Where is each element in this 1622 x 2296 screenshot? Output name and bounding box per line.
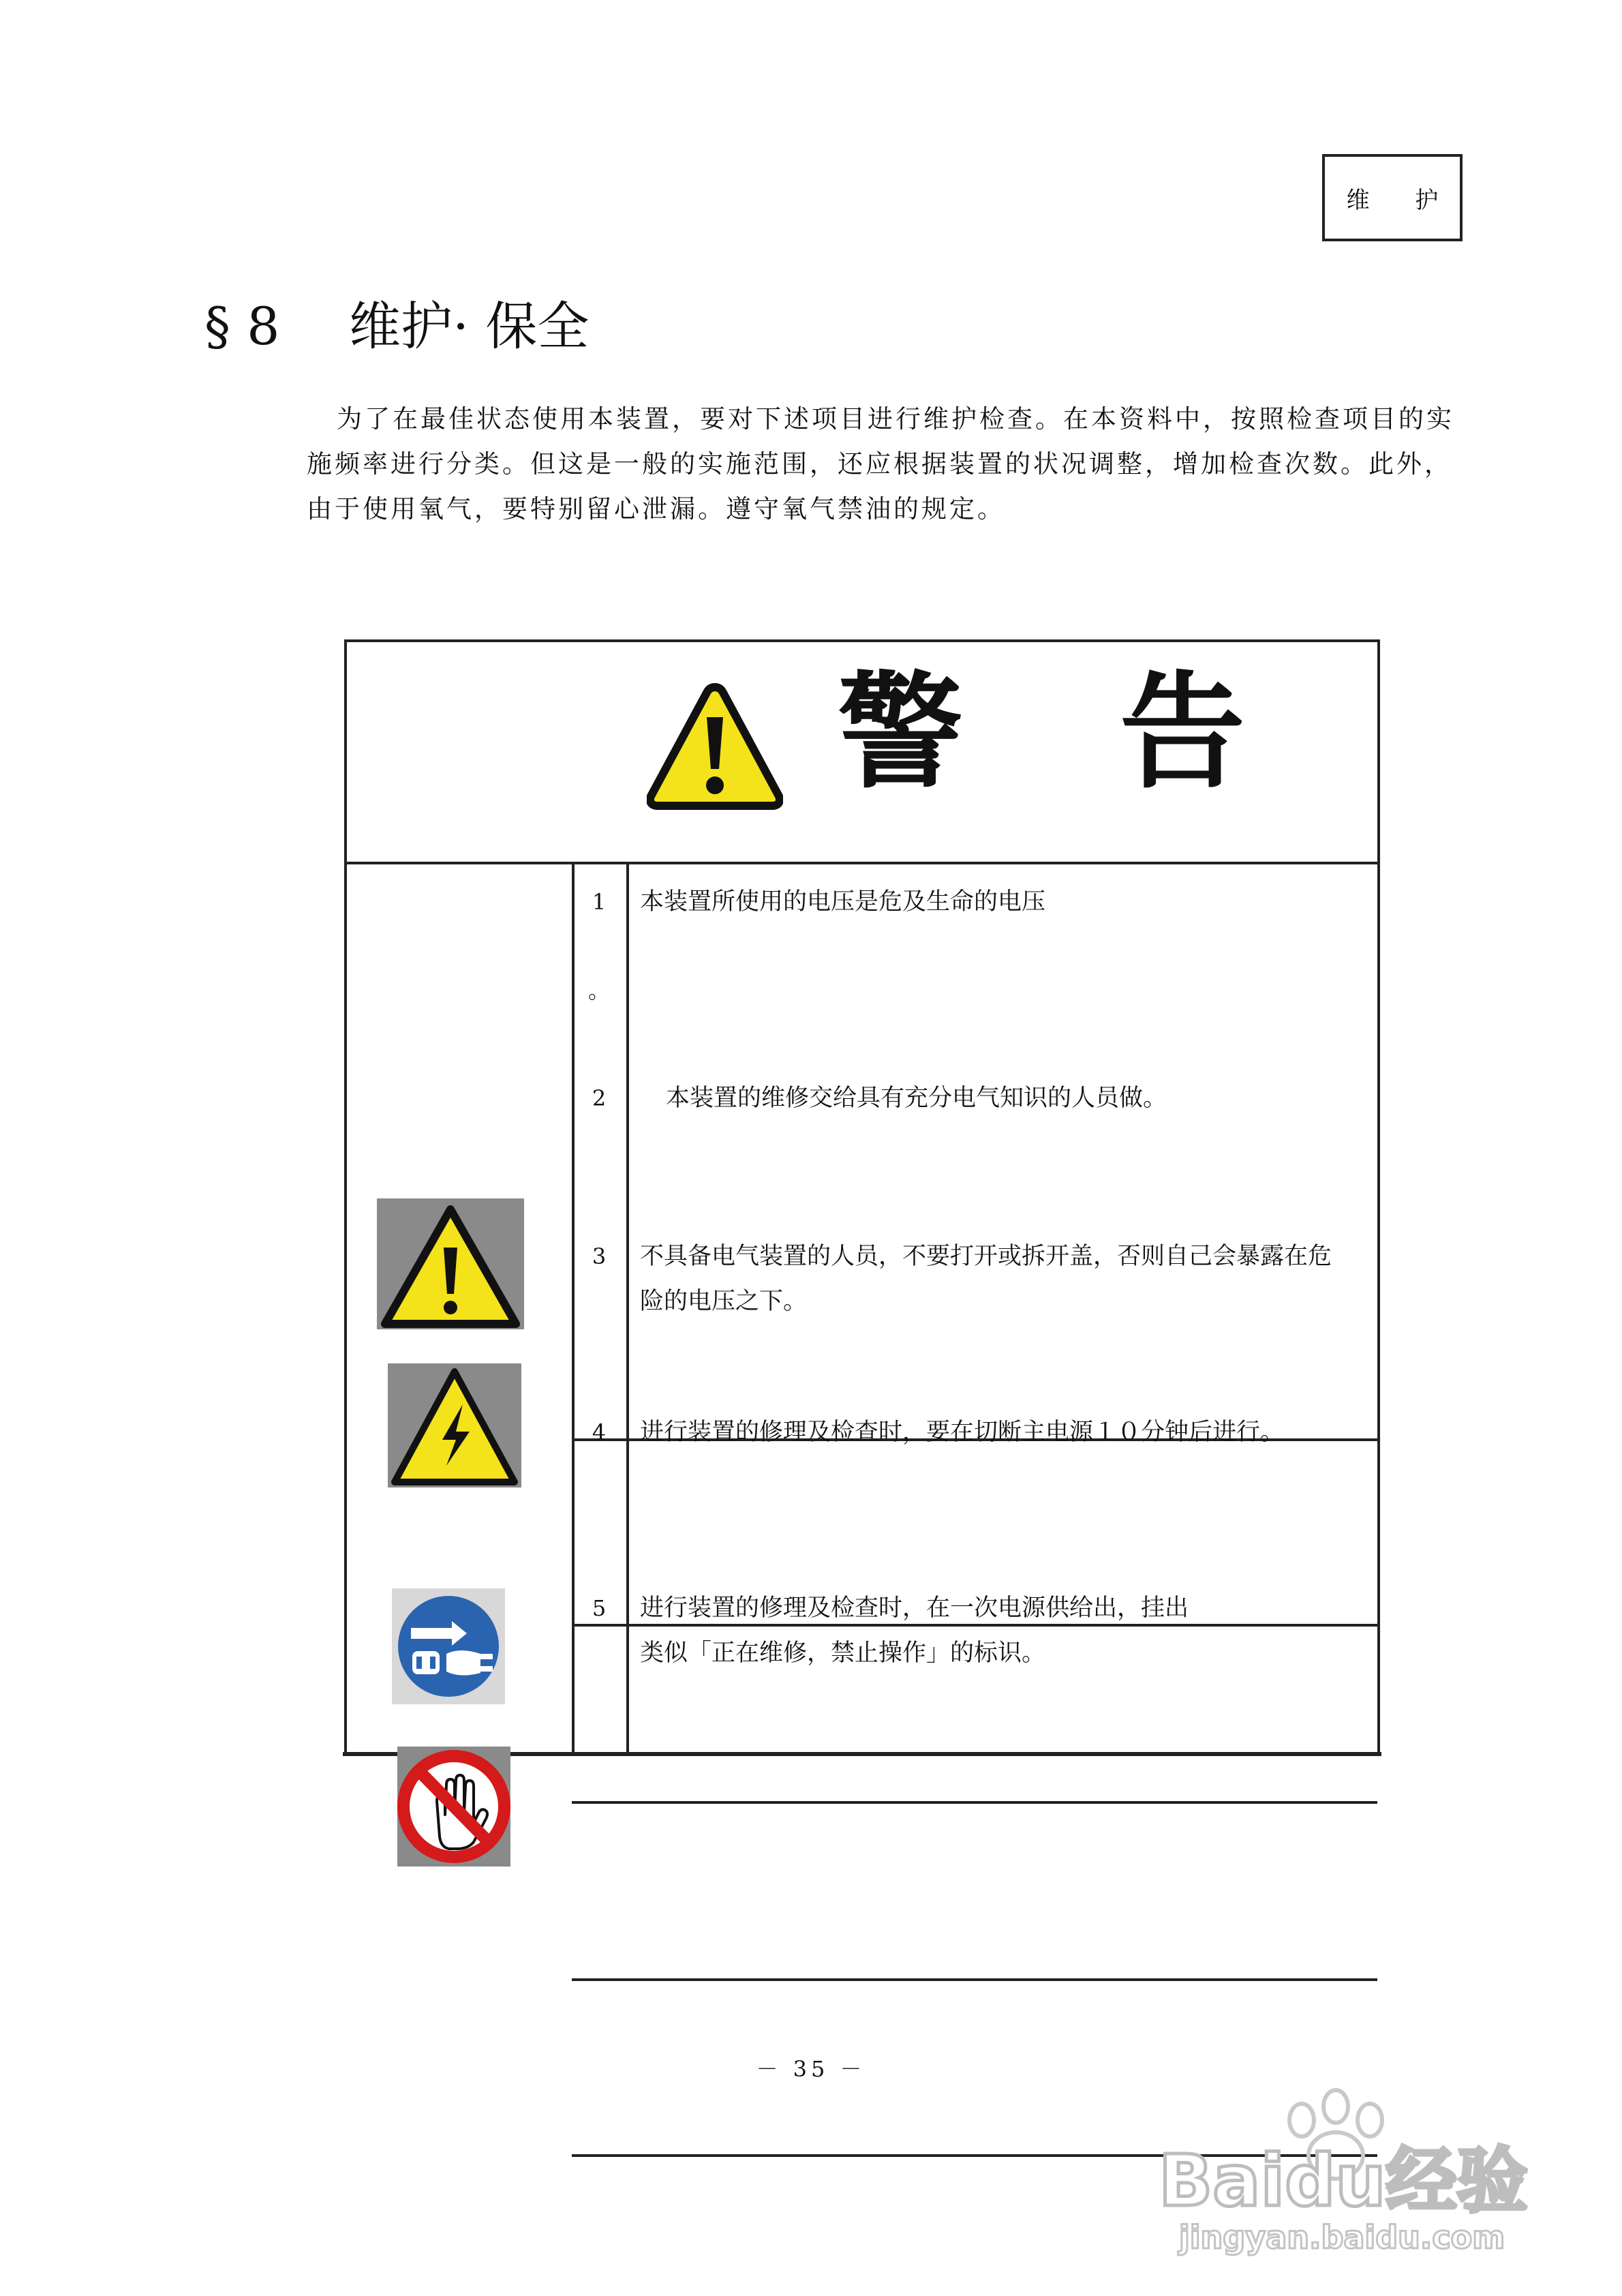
baidu-jingyan-watermark (1131, 2079, 1567, 2256)
warning-triangle-icon (647, 682, 783, 811)
no-touch-icon (397, 1747, 510, 1867)
row-divider (572, 1801, 1377, 1804)
row-number-4: 4 (592, 1419, 607, 1445)
row-number-3: 3 (592, 1243, 607, 1269)
electric-shock-icon (388, 1363, 521, 1487)
section-title-text: 维护· 保全 (349, 296, 590, 357)
warning-header (347, 642, 1402, 864)
row-number-5: 5 (592, 1595, 607, 1621)
general-warning-icon (377, 1198, 524, 1329)
watermark-brand: Baidu经验 (1159, 2139, 1528, 2222)
section-tag-label: 维 护 (1346, 186, 1458, 214)
row-text-3: 不具备电气装置的人员，不要打开或拆开盖，否则自己会暴露在危险的电压之下。 (640, 1243, 1332, 1315)
row-number-1-suffix: 。 (587, 978, 610, 1003)
row-text-2: 本装置的维修交给具有充分电气知识的人员做。 (666, 1085, 1167, 1112)
intro-paragraph: 为了在最佳状态使用本装置，要对下述项目进行维护检查。在本资料中，按照检查项目的实施频率进行分类。但这是一般的实施范围，还应根据装置的状况调整，增加检查次数。此外，由于使用氧气，要特别留心泄漏。遵守氧气禁油的规定。 (307, 404, 1454, 524)
row-number-2: 2 (592, 1085, 607, 1111)
warning-table (344, 639, 1402, 1752)
page-number: － 35 － (756, 2056, 866, 2082)
section-number: § 8 (204, 296, 280, 357)
warning-title: 警告 (838, 659, 1402, 806)
watermark-url: jingyan.baidu.com (1179, 2219, 1505, 2256)
section-title (204, 285, 589, 359)
section-tag (1322, 154, 1463, 241)
unplug-power-icon (392, 1588, 505, 1704)
warning-icon-column (347, 864, 575, 1752)
row-divider (572, 1978, 1377, 1981)
row-text-5: 进行装置的修理及检查时，在一次电源供给出，挂出类似「正在维修，禁止操作」的标识。 (640, 1595, 1189, 1667)
row-number-1: 1 (592, 889, 607, 915)
row-text-4: 进行装置的修理及检查时，要在切断主电源１０分钟后进行。 (640, 1419, 1285, 1446)
row-text-1: 本装置所使用的电压是危及生命的电压 (640, 888, 1046, 916)
